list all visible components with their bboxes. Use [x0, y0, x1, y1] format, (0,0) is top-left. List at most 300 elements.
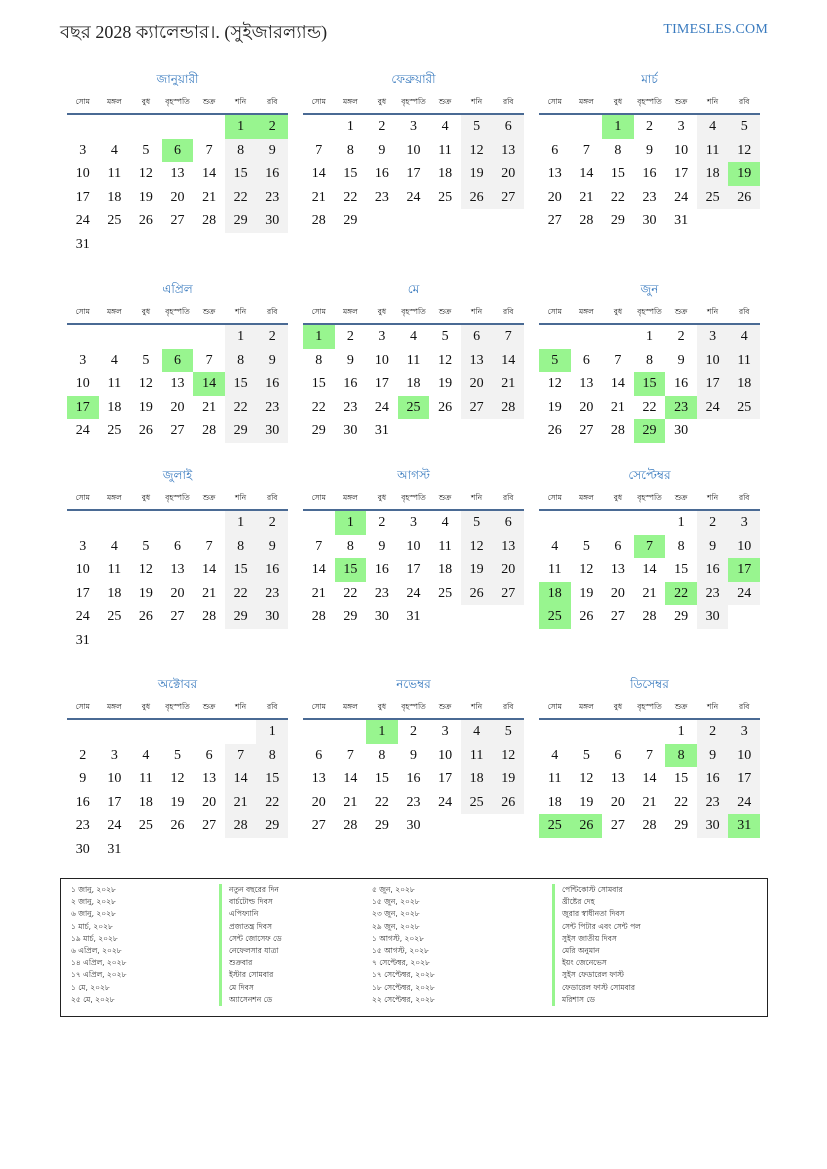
date-cell[interactable]: 28 — [311, 609, 326, 625]
date-cell[interactable]: 26 — [492, 791, 524, 815]
date-cell[interactable]: 17 — [75, 189, 90, 205]
date-cell[interactable]: 11 — [697, 139, 729, 163]
date-cell[interactable]: 26 — [170, 818, 185, 834]
holiday-date-cell[interactable]: 15 — [634, 372, 666, 396]
date-cell[interactable]: 11 — [107, 376, 122, 392]
date-cell[interactable]: 9 — [256, 139, 288, 163]
date-cell[interactable]: 30 — [697, 605, 729, 629]
date-cell[interactable]: 9 — [256, 535, 288, 559]
date-cell[interactable]: 12 — [547, 376, 562, 392]
date-cell[interactable]: 5 — [728, 115, 760, 139]
date-cell[interactable]: 26 — [138, 423, 153, 439]
date-cell[interactable]: 17 — [728, 767, 760, 791]
date-cell[interactable]: 3 — [697, 325, 729, 349]
date-cell[interactable]: 10 — [75, 562, 90, 578]
date-cell[interactable]: 12 — [579, 562, 594, 578]
date-cell[interactable]: 2 — [645, 119, 653, 134]
date-cell[interactable]: 22 — [374, 794, 389, 810]
date-cell[interactable]: 10 — [674, 142, 689, 158]
date-cell[interactable]: 18 — [547, 794, 562, 810]
date-cell[interactable]: 6 — [614, 538, 622, 554]
date-cell[interactable]: 7 — [225, 744, 257, 768]
holiday-date-cell[interactable]: 5 — [539, 349, 571, 373]
date-cell[interactable]: 18 — [107, 399, 122, 415]
date-cell[interactable]: 17 — [374, 376, 389, 392]
date-cell[interactable]: 6 — [492, 115, 524, 139]
date-cell[interactable]: 23 — [343, 399, 358, 415]
holiday-date-cell[interactable]: 23 — [665, 396, 697, 420]
date-cell[interactable]: 18 — [107, 189, 122, 205]
date-cell[interactable]: 18 — [406, 376, 421, 392]
holiday-date-cell[interactable]: 2 — [256, 115, 288, 139]
date-cell[interactable]: 3 — [79, 538, 87, 554]
date-cell[interactable]: 5 — [582, 747, 590, 763]
date-cell[interactable]: 7 — [205, 352, 213, 368]
date-cell[interactable]: 28 — [225, 814, 257, 838]
date-cell[interactable]: 14 — [642, 771, 657, 787]
date-cell[interactable]: 22 — [343, 189, 358, 205]
date-cell[interactable]: 4 — [110, 142, 118, 158]
date-cell[interactable]: 5 — [441, 329, 449, 344]
date-cell[interactable]: 15 — [225, 372, 257, 396]
date-cell[interactable]: 21 — [202, 399, 217, 415]
date-cell[interactable]: 8 — [256, 744, 288, 768]
date-cell[interactable]: 22 — [674, 794, 689, 810]
date-cell[interactable]: 29 — [374, 818, 389, 834]
holiday-date-cell[interactable]: 7 — [634, 535, 666, 559]
date-cell[interactable]: 24 — [75, 423, 90, 439]
date-cell[interactable]: 2 — [378, 119, 386, 134]
date-cell[interactable]: 12 — [438, 352, 453, 368]
date-cell[interactable]: 22 — [642, 399, 657, 415]
date-cell[interactable]: 20 — [461, 372, 493, 396]
date-cell[interactable]: 20 — [492, 558, 524, 582]
date-cell[interactable]: 5 — [582, 538, 590, 554]
date-cell[interactable]: 30 — [256, 419, 288, 443]
holiday-date-cell[interactable]: 15 — [335, 558, 367, 582]
date-cell[interactable]: 20 — [579, 399, 594, 415]
date-cell[interactable]: 30 — [343, 423, 358, 439]
date-cell[interactable]: 4 — [110, 538, 118, 554]
date-cell[interactable]: 7 — [315, 142, 323, 158]
date-cell[interactable]: 19 — [138, 585, 153, 601]
date-cell[interactable]: 15 — [374, 771, 389, 787]
date-cell[interactable]: 24 — [438, 794, 453, 810]
date-cell[interactable]: 7 — [205, 538, 213, 554]
date-cell[interactable]: 4 — [551, 538, 559, 554]
date-cell[interactable]: 8 — [315, 352, 323, 368]
date-cell[interactable]: 15 — [256, 767, 288, 791]
date-cell[interactable]: 8 — [645, 352, 653, 368]
date-cell[interactable]: 2 — [256, 325, 288, 349]
date-cell[interactable]: 27 — [170, 609, 185, 625]
date-cell[interactable]: 13 — [170, 562, 185, 578]
date-cell[interactable]: 15 — [343, 166, 358, 182]
date-cell[interactable]: 22 — [225, 582, 257, 606]
date-cell[interactable]: 21 — [311, 189, 326, 205]
date-cell[interactable]: 26 — [138, 213, 153, 229]
date-cell[interactable]: 5 — [142, 538, 150, 554]
holiday-date-cell[interactable]: 14 — [193, 372, 225, 396]
date-cell[interactable]: 16 — [674, 376, 689, 392]
date-cell[interactable]: 2 — [79, 747, 87, 763]
date-cell[interactable]: 14 — [311, 166, 326, 182]
date-cell[interactable]: 24 — [697, 396, 729, 420]
date-cell[interactable]: 9 — [79, 771, 87, 787]
date-cell[interactable]: 9 — [346, 352, 354, 368]
date-cell[interactable]: 8 — [614, 142, 622, 158]
date-cell[interactable]: 27 — [579, 423, 594, 439]
date-cell[interactable]: 26 — [438, 399, 453, 415]
date-cell[interactable]: 18 — [138, 794, 153, 810]
date-cell[interactable]: 8 — [225, 139, 257, 163]
date-cell[interactable]: 21 — [492, 372, 524, 396]
date-cell[interactable]: 22 — [256, 791, 288, 815]
date-cell[interactable]: 7 — [582, 142, 590, 158]
date-cell[interactable]: 12 — [461, 139, 493, 163]
date-cell[interactable]: 13 — [610, 562, 625, 578]
date-cell[interactable]: 10 — [107, 771, 122, 787]
date-cell[interactable]: 17 — [406, 562, 421, 578]
date-cell[interactable]: 30 — [697, 814, 729, 838]
date-cell[interactable]: 1 — [677, 515, 685, 530]
date-cell[interactable]: 12 — [138, 562, 153, 578]
date-cell[interactable]: 19 — [138, 399, 153, 415]
date-cell[interactable]: 24 — [406, 189, 421, 205]
date-cell[interactable]: 29 — [674, 818, 689, 834]
date-cell[interactable]: 15 — [311, 376, 326, 392]
date-cell[interactable]: 3 — [728, 720, 760, 744]
date-cell[interactable]: 24 — [107, 818, 122, 834]
date-cell[interactable]: 14 — [579, 166, 594, 182]
date-cell[interactable]: 8 — [225, 535, 257, 559]
date-cell[interactable]: 10 — [374, 352, 389, 368]
date-cell[interactable]: 21 — [202, 585, 217, 601]
date-cell[interactable]: 8 — [677, 538, 685, 554]
date-cell[interactable]: 11 — [438, 538, 452, 554]
date-cell[interactable]: 12 — [138, 166, 153, 182]
date-cell[interactable]: 28 — [492, 396, 524, 420]
date-cell[interactable]: 24 — [75, 609, 90, 625]
date-cell[interactable]: 29 — [225, 209, 257, 233]
date-cell[interactable]: 29 — [674, 609, 689, 625]
date-cell[interactable]: 16 — [697, 558, 729, 582]
date-cell[interactable]: 28 — [579, 213, 594, 229]
date-cell[interactable]: 21 — [311, 585, 326, 601]
date-cell[interactable]: 11 — [728, 349, 760, 373]
date-cell[interactable]: 19 — [138, 189, 153, 205]
date-cell[interactable]: 10 — [75, 166, 90, 182]
date-cell[interactable]: 22 — [225, 396, 257, 420]
holiday-date-cell[interactable]: 1 — [303, 325, 335, 349]
date-cell[interactable]: 11 — [107, 166, 122, 182]
date-cell[interactable]: 23 — [256, 396, 288, 420]
date-cell[interactable]: 19 — [492, 767, 524, 791]
date-cell[interactable]: 27 — [202, 818, 217, 834]
date-cell[interactable]: 7 — [346, 747, 354, 763]
date-cell[interactable]: 2 — [697, 720, 729, 744]
date-cell[interactable]: 12 — [579, 771, 594, 787]
date-cell[interactable]: 19 — [547, 399, 562, 415]
holiday-date-cell[interactable]: 31 — [728, 814, 760, 838]
date-cell[interactable]: 17 — [438, 771, 453, 787]
date-cell[interactable]: 24 — [406, 585, 421, 601]
date-cell[interactable]: 6 — [205, 747, 213, 763]
date-cell[interactable]: 16 — [256, 162, 288, 186]
date-cell[interactable]: 10 — [406, 538, 421, 554]
date-cell[interactable]: 11 — [107, 562, 122, 578]
brand-link[interactable]: TIMESLES.COM — [663, 22, 768, 37]
date-cell[interactable]: 2 — [378, 515, 386, 530]
holiday-date-cell[interactable]: 1 — [335, 511, 367, 535]
date-cell[interactable]: 13 — [579, 376, 594, 392]
date-cell[interactable]: 9 — [378, 538, 386, 554]
date-cell[interactable]: 4 — [409, 329, 417, 344]
date-cell[interactable]: 9 — [378, 142, 386, 158]
date-cell[interactable]: 11 — [406, 352, 421, 368]
date-cell[interactable]: 20 — [547, 189, 562, 205]
date-cell[interactable]: 27 — [492, 186, 524, 210]
holiday-date-cell[interactable]: 6 — [162, 139, 194, 163]
holiday-date-cell[interactable]: 18 — [539, 582, 571, 606]
date-cell[interactable]: 23 — [697, 582, 729, 606]
date-cell[interactable]: 20 — [170, 585, 185, 601]
date-cell[interactable]: 6 — [492, 511, 524, 535]
date-cell[interactable]: 6 — [614, 747, 622, 763]
date-cell[interactable]: 14 — [202, 562, 217, 578]
date-cell[interactable]: 3 — [79, 352, 87, 368]
date-cell[interactable]: 18 — [438, 166, 453, 182]
date-cell[interactable]: 30 — [406, 818, 421, 834]
date-cell[interactable]: 29 — [343, 609, 358, 625]
date-cell[interactable]: 23 — [256, 186, 288, 210]
date-cell[interactable]: 21 — [642, 585, 657, 601]
date-cell[interactable]: 14 — [343, 771, 358, 787]
date-cell[interactable]: 1 — [645, 329, 653, 344]
date-cell[interactable]: 26 — [461, 186, 493, 210]
date-cell[interactable]: 18 — [728, 372, 760, 396]
date-cell[interactable]: 8 — [346, 142, 354, 158]
date-cell[interactable]: 14 — [610, 376, 625, 392]
holiday-date-cell[interactable]: 17 — [728, 558, 760, 582]
date-cell[interactable]: 25 — [697, 186, 729, 210]
date-cell[interactable]: 26 — [138, 609, 153, 625]
date-cell[interactable]: 31 — [107, 841, 122, 857]
date-cell[interactable]: 16 — [642, 166, 657, 182]
date-cell[interactable]: 17 — [75, 585, 90, 601]
date-cell[interactable]: 25 — [138, 818, 153, 834]
date-cell[interactable]: 7 — [645, 747, 653, 763]
date-cell[interactable]: 5 — [492, 720, 524, 744]
date-cell[interactable]: 6 — [315, 747, 323, 763]
date-cell[interactable]: 21 — [579, 189, 594, 205]
date-cell[interactable]: 29 — [256, 814, 288, 838]
date-cell[interactable]: 29 — [311, 423, 326, 439]
date-cell[interactable]: 13 — [170, 166, 185, 182]
date-cell[interactable]: 3 — [409, 515, 417, 530]
date-cell[interactable]: 31 — [674, 213, 689, 229]
date-cell[interactable]: 2 — [256, 511, 288, 535]
date-cell[interactable]: 18 — [461, 767, 493, 791]
date-cell[interactable]: 15 — [225, 558, 257, 582]
date-cell[interactable]: 26 — [461, 582, 493, 606]
date-cell[interactable]: 3 — [110, 747, 118, 763]
date-cell[interactable]: 25 — [107, 423, 122, 439]
holiday-date-cell[interactable]: 25 — [398, 396, 430, 420]
holiday-date-cell[interactable]: 17 — [67, 396, 99, 420]
date-cell[interactable]: 13 — [547, 166, 562, 182]
date-cell[interactable]: 4 — [461, 720, 493, 744]
date-cell[interactable]: 28 — [343, 818, 358, 834]
date-cell[interactable]: 15 — [225, 162, 257, 186]
date-cell[interactable]: 12 — [492, 744, 524, 768]
holiday-date-cell[interactable]: 1 — [225, 115, 257, 139]
date-cell[interactable]: 20 — [170, 189, 185, 205]
date-cell[interactable]: 16 — [374, 562, 389, 578]
date-cell[interactable]: 19 — [579, 585, 594, 601]
date-cell[interactable]: 15 — [674, 771, 689, 787]
date-cell[interactable]: 28 — [610, 423, 625, 439]
date-cell[interactable]: 21 — [225, 791, 257, 815]
date-cell[interactable]: 5 — [142, 142, 150, 158]
date-cell[interactable]: 20 — [610, 794, 625, 810]
date-cell[interactable]: 4 — [441, 119, 449, 134]
date-cell[interactable]: 16 — [256, 558, 288, 582]
date-cell[interactable]: 13 — [610, 771, 625, 787]
date-cell[interactable]: 26 — [547, 423, 562, 439]
date-cell[interactable]: 28 — [202, 423, 217, 439]
date-cell[interactable]: 23 — [75, 818, 90, 834]
date-cell[interactable]: 5 — [173, 747, 181, 763]
date-cell[interactable]: 6 — [582, 352, 590, 368]
date-cell[interactable]: 30 — [642, 213, 657, 229]
date-cell[interactable]: 3 — [409, 119, 417, 134]
date-cell[interactable]: 31 — [75, 236, 90, 252]
date-cell[interactable]: 11 — [139, 771, 153, 787]
date-cell[interactable]: 17 — [674, 166, 689, 182]
date-cell[interactable]: 31 — [406, 609, 421, 625]
date-cell[interactable]: 7 — [205, 142, 213, 158]
date-cell[interactable]: 20 — [311, 794, 326, 810]
date-cell[interactable]: 19 — [579, 794, 594, 810]
date-cell[interactable]: 19 — [461, 162, 493, 186]
date-cell[interactable]: 16 — [406, 771, 421, 787]
date-cell[interactable]: 5 — [142, 352, 150, 368]
date-cell[interactable]: 22 — [343, 585, 358, 601]
date-cell[interactable]: 28 — [202, 609, 217, 625]
date-cell[interactable]: 14 — [311, 562, 326, 578]
date-cell[interactable]: 4 — [697, 115, 729, 139]
date-cell[interactable]: 29 — [343, 213, 358, 229]
date-cell[interactable]: 27 — [461, 396, 493, 420]
date-cell[interactable]: 24 — [75, 213, 90, 229]
date-cell[interactable]: 29 — [225, 419, 257, 443]
date-cell[interactable]: 18 — [107, 585, 122, 601]
date-cell[interactable]: 10 — [75, 376, 90, 392]
date-cell[interactable]: 11 — [461, 744, 493, 768]
date-cell[interactable]: 13 — [202, 771, 217, 787]
date-cell[interactable]: 24 — [374, 399, 389, 415]
date-cell[interactable]: 29 — [610, 213, 625, 229]
holiday-date-cell[interactable]: 22 — [665, 582, 697, 606]
date-cell[interactable]: 9 — [697, 744, 729, 768]
date-cell[interactable]: 8 — [378, 747, 386, 763]
date-cell[interactable]: 18 — [438, 562, 453, 578]
date-cell[interactable]: 4 — [142, 747, 150, 763]
date-cell[interactable]: 19 — [461, 558, 493, 582]
date-cell[interactable]: 28 — [311, 213, 326, 229]
date-cell[interactable]: 4 — [728, 325, 760, 349]
date-cell[interactable]: 26 — [728, 186, 760, 210]
date-cell[interactable]: 10 — [728, 744, 760, 768]
date-cell[interactable]: 12 — [461, 535, 493, 559]
date-cell[interactable]: 8 — [346, 538, 354, 554]
date-cell[interactable]: 24 — [674, 189, 689, 205]
holiday-date-cell[interactable]: 25 — [539, 605, 571, 629]
date-cell[interactable]: 20 — [202, 794, 217, 810]
date-cell[interactable]: 10 — [728, 535, 760, 559]
date-cell[interactable]: 17 — [107, 794, 122, 810]
holiday-date-cell[interactable]: 25 — [539, 814, 571, 838]
date-cell[interactable]: 9 — [677, 352, 685, 368]
holiday-date-cell[interactable]: 1 — [366, 720, 398, 744]
date-cell[interactable]: 2 — [346, 329, 354, 344]
date-cell[interactable]: 12 — [138, 376, 153, 392]
date-cell[interactable]: 4 — [110, 352, 118, 368]
date-cell[interactable]: 28 — [202, 213, 217, 229]
date-cell[interactable]: 11 — [438, 142, 452, 158]
date-cell[interactable]: 26 — [579, 609, 594, 625]
date-cell[interactable]: 3 — [378, 329, 386, 344]
date-cell[interactable]: 9 — [697, 535, 729, 559]
date-cell[interactable]: 19 — [438, 376, 453, 392]
date-cell[interactable]: 5 — [461, 511, 493, 535]
date-cell[interactable]: 28 — [642, 609, 657, 625]
date-cell[interactable]: 25 — [438, 585, 453, 601]
date-cell[interactable]: 10 — [406, 142, 421, 158]
date-cell[interactable]: 14 — [225, 767, 257, 791]
date-cell[interactable]: 9 — [256, 349, 288, 373]
date-cell[interactable]: 20 — [610, 585, 625, 601]
date-cell[interactable]: 22 — [225, 186, 257, 210]
holiday-date-cell[interactable]: 6 — [162, 349, 194, 373]
date-cell[interactable]: 4 — [441, 515, 449, 530]
date-cell[interactable]: 15 — [610, 166, 625, 182]
date-cell[interactable]: 16 — [343, 376, 358, 392]
date-cell[interactable]: 27 — [311, 818, 326, 834]
date-cell[interactable]: 20 — [492, 162, 524, 186]
date-cell[interactable]: 21 — [642, 794, 657, 810]
date-cell[interactable]: 31 — [75, 632, 90, 648]
date-cell[interactable]: 30 — [256, 605, 288, 629]
holiday-date-cell[interactable]: 19 — [728, 162, 760, 186]
date-cell[interactable]: 27 — [170, 213, 185, 229]
date-cell[interactable]: 14 — [492, 349, 524, 373]
date-cell[interactable]: 23 — [406, 794, 421, 810]
date-cell[interactable]: 22 — [610, 189, 625, 205]
date-cell[interactable]: 3 — [79, 142, 87, 158]
date-cell[interactable]: 3 — [728, 511, 760, 535]
date-cell[interactable]: 21 — [610, 399, 625, 415]
date-cell[interactable]: 31 — [374, 423, 389, 439]
date-cell[interactable]: 1 — [225, 325, 257, 349]
date-cell[interactable]: 13 — [461, 349, 493, 373]
date-cell[interactable]: 13 — [170, 376, 185, 392]
date-cell[interactable]: 1 — [225, 511, 257, 535]
date-cell[interactable]: 10 — [697, 349, 729, 373]
date-cell[interactable]: 25 — [107, 213, 122, 229]
date-cell[interactable]: 20 — [170, 399, 185, 415]
